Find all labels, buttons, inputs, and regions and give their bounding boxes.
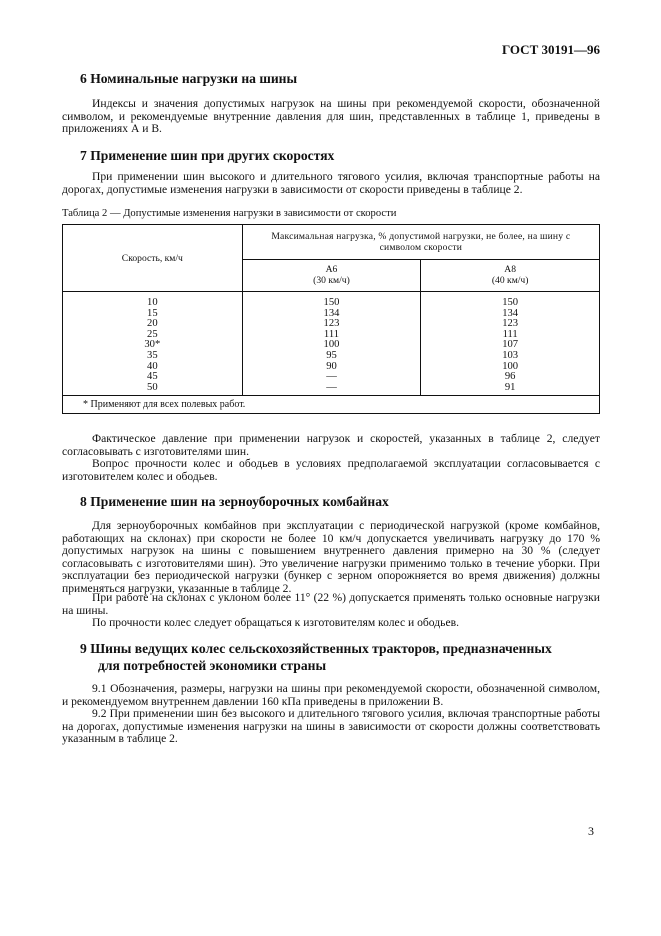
a8-value: 123 [502,318,519,330]
a8-symbol: А8 [504,264,517,276]
speed-value: 50 [147,381,158,393]
a8-value: 134 [502,307,519,319]
section-8-title: 8 Применение шин на зерноуборочных комбайнах [80,494,389,509]
speed-value: 20 [147,318,158,330]
table-2 [62,224,600,414]
speed-value: 10 [147,297,158,308]
speed-value: 35 [147,349,158,361]
a6-values-cell [242,292,421,396]
section-9-title [80,640,552,674]
a6-value: 90 [326,360,337,372]
max-load-header: Максимальная нагрузка, % допустимой нагрузки, не более, на шину с символом скорости [242,225,599,260]
section-6-paragraph: Индексы и значения допустимых нагрузок на шины при рекомендуемой скорости, обозначенной символом, и рекомендуемые внутренние давления для шин, представленных в таблице 1, приведены в приложениях А и В. [62,97,600,136]
a8-values-cell [421,292,600,396]
section-8-paragraph-3: По прочности колес следует обращаться к изготовителям колес и ободьев. [92,616,459,629]
after-table-paragraph-1: Фактическое давление при применении нагрузок и скоростей, указанных в таблице 2, следует согласовывать с изготовителями шин. [62,432,600,458]
a8-value: 100 [502,360,519,372]
page-number: 3 [588,824,594,838]
a6-value: 134 [323,307,340,319]
speed-value: 30* [144,339,161,351]
after-table-paragraph-2: Вопрос прочности колес и ободьев в условиях предполагаемой эксплуатации согласовывается с изготовителем колес и ободьев. [62,457,600,483]
a6-value: 150 [323,297,340,308]
section-9-paragraph-2: 9.2 При применении шин без высокого и длительного тягового усилия, включая транспортные работы на дорогах, допустимые изменения нагрузки на шины в зависимости от скорости должны соответствовать указанным в таблице 2. [62,707,600,746]
a6-value: 95 [326,349,337,361]
a6-symbol: А6 [325,264,338,276]
document-page [62,0,600,936]
table-2-caption: Таблица 2 — Допустимые изменения нагрузки в зависимости от скорости [62,208,397,219]
a8-value: 103 [502,349,519,361]
a6-column-header [242,259,421,292]
a8-value: 91 [504,381,516,393]
a6-value: 123 [323,318,340,330]
a8-value: 111 [502,328,518,340]
section-9-paragraph-1: 9.1 Обозначения, размеры, нагрузки на шины при рекомендуемой скорости, обозначенной символом, и рекомендуемом внутреннем давлении 160 кПа приведены в приложении В. [62,682,600,708]
document-code: ГОСТ 30191—96 [501,42,600,57]
section-7-paragraph: При применении шин высокого и длительного тягового усилия, включая транспортные работы на дорогах, допустимые изменения нагрузки в зависимости от скорости приведены в таблице 2. [62,170,600,196]
table-body-row [63,292,600,396]
speed-values-cell [63,292,243,396]
a8-value: 150 [502,297,519,308]
a6-value: — [326,371,337,383]
section-9-title-line-2: для потребностей экономики страны [98,658,327,673]
speed-value: 45 [147,371,158,383]
a8-column-header [421,259,600,292]
table-footnote: * Применяют для всех полевых работ. [63,396,600,414]
section-6-title: 6 Номинальные нагрузки на шины [80,71,298,86]
speed-value: 15 [147,307,158,319]
a6-value: 100 [323,339,340,351]
speed-column-header: Скорость, км/ч [63,225,243,292]
a6-value: 111 [323,328,340,340]
a6-speed: (30 км/ч) [313,275,350,287]
section-9-title-line-1: 9 Шины ведущих колес сельскохозяйственных тракторов, предназначенных [80,641,552,656]
speed-value: 25 [147,328,158,340]
a8-value: 96 [504,371,516,383]
section-8-paragraph-2: При работе на склонах с уклоном более 11° (22 %) допускается применять только основные нагрузки на шины. [62,591,600,617]
a8-speed: (40 км/ч) [491,275,529,287]
a6-value: — [326,381,337,393]
section-8-paragraph-1: Для зерноуборочных комбайнов при эксплуатации с периодической нагрузкой (кроме комбайнов, работающих на склонах) при скорости не более 10 км/ч допускается увеличивать нагрузку до 170 % допустимых нагрузок на шины с повышением внутреннего давления примерно на 30 % (следует согласовывать с изготовителями шин). Это увеличение нагрузки применимо только в течение уборки. При эксплуатации без периодической нагрузки (бункер с зерном опорожняется во время движения) должны применяться нагрузки, указанные в таблице 2. [62,519,600,595]
speed-value: 40 [147,360,158,372]
a8-value: 107 [502,339,519,351]
section-7-title: 7 Применение шин при других скоростях [80,148,335,163]
